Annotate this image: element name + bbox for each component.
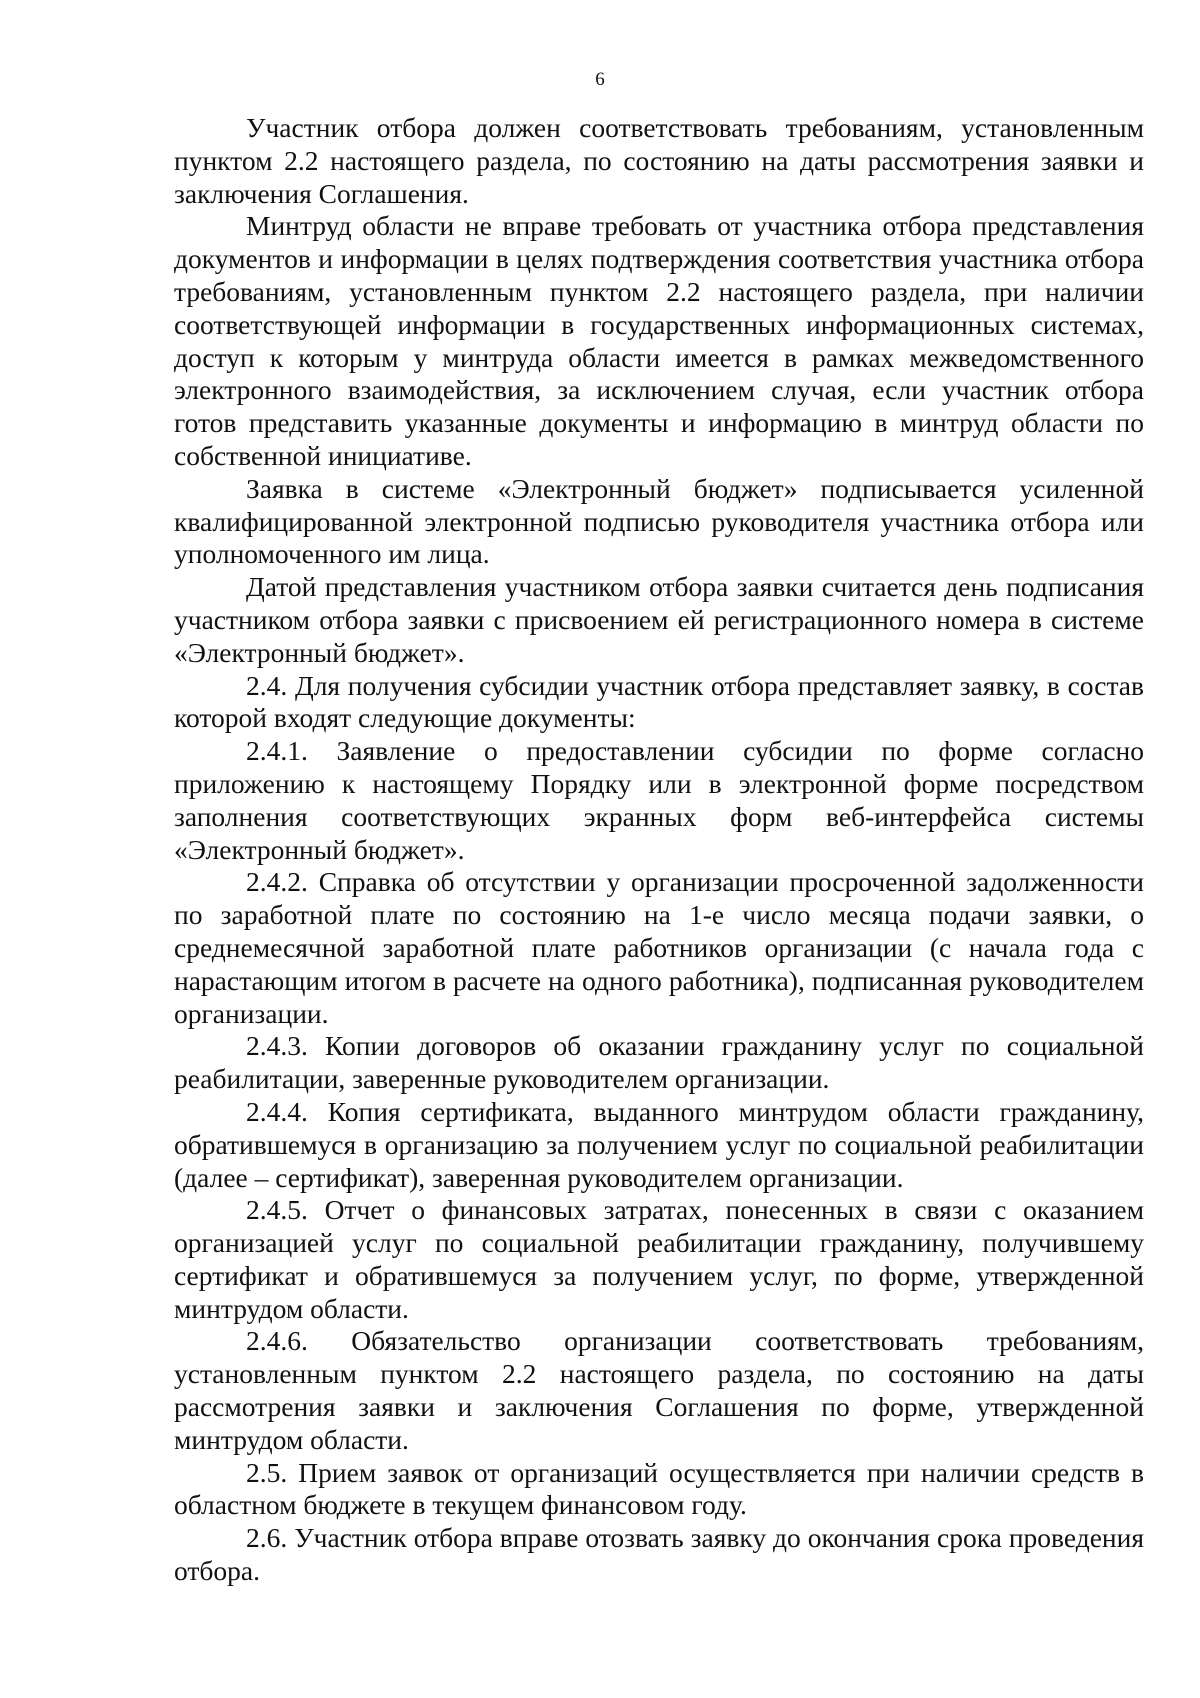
paragraph-participant-requirements: Участник отбора должен соответствовать требованиям, установленным пунктом 2.2 настоящего раздела, по состоянию на даты рассмотрения заявки и заключения Соглашения. [174,112,1144,209]
paragraph-section-2-4-5: 2.4.5. Отчет о финансовых затратах, понесенных в связи с оказанием организацией услуг по социальной реабилитации гражданину, получившему сертификат и обратившемуся за получением услуг, по форме, утвержденной минтрудом области. [174,1194,1144,1324]
paragraph-section-2-4-4: 2.4.4. Копия сертификата, выданного минтрудом области гражданину, обратившемуся в организацию за получением услуг по социальной реабилитации (далее – сертификат), заверенная руководителем организации. [174,1095,1144,1193]
paragraph-mintrud-restrictions: Минтруд области не вправе требовать от участника отбора представления документов и информации в целях подтверждения соответствия участника отбора требованиям, установленным пунктом 2.2 настоящего раздела, при наличии соответствующей информации в государственных информационных системах, доступ к которым у минтруда области имеется в рамках межведомственного электронного взаимодействия, за исключением случая, если участник отбора готов представить указанные документы и информацию в минтруд области по собственной инициативе. [174,210,1144,471]
paragraph-section-2-4-2: 2.4.2. Справка об отсутствии у организации просроченной задолженности по заработной плате по состоянию на 1-е число месяца подачи заявки, о среднемесячной заработной плате работников организации (с начала года с нарастающим итогом в расчете на одного работника), подписанная руководителем организации. [174,866,1144,1029]
paragraph-section-2-4-3: 2.4.3. Копии договоров об оказании гражданину услуг по социальной реабилитации, заверенные руководителем организации. [174,1030,1144,1095]
paragraph-submission-date: Датой представления участником отбора заявки считается день подписания участником отбора заявки с присвоением ей регистрационного номера в системе «Электронный бюджет». [174,571,1144,668]
paragraph-application-signature: Заявка в системе «Электронный бюджет» подписывается усиленной квалифицированной электронной подписью руководителя участника отбора или уполномоченного им лица. [174,472,1144,570]
paragraph-section-2-5: 2.5. Прием заявок от организаций осуществляется при наличии средств в областном бюджете в текущем финансовом году. [174,1456,1144,1521]
paragraph-section-2-6: 2.6. Участник отбора вправе отозвать заявку до окончания срока проведения отбора. [174,1522,1144,1587]
paragraph-section-2-4-1: 2.4.1. Заявление о предоставлении субсидии по форме согласно приложению к настоящему Порядку или в электронной форме посредством заполнения соответствующих экранных форм веб-интерфейса системы «Электронный бюджет». [174,735,1144,865]
page-number: 6 [595,69,605,90]
paragraph-section-2-4-6: 2.4.6. Обязательство организации соответствовать требованиям, установленным пунктом 2.2 настоящего раздела, по состоянию на даты рассмотрения заявки и заключения Соглашения по форме, утвержденной минтрудом области. [174,1325,1144,1455]
paragraph-section-2-4: 2.4. Для получения субсидии участник отбора представляет заявку, в состав которой входят следующие документы: [174,669,1144,734]
document-body [174,112,1144,1588]
